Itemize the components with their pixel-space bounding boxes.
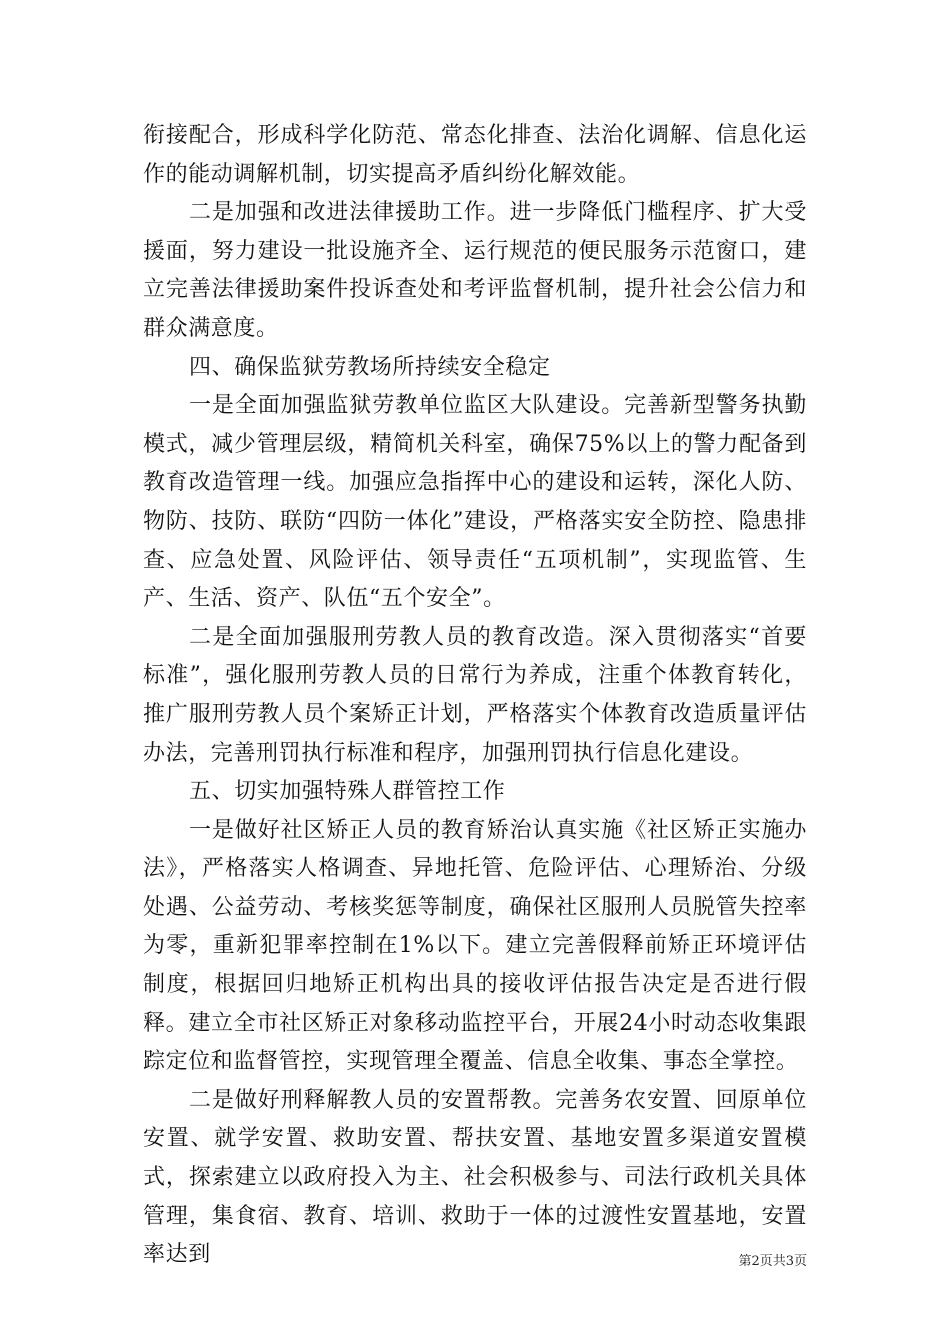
paragraph-legal-aid: 二是加强和改进法律援助工作。进一步降低门槛程序、扩大受援面，努力建设一批设施齐全、运行规范的便民服务示范窗口，建立完善法律援助案件投诉查处和考评监督机制，提升社会公信力和群众满意度。 [143,200,807,341]
paragraph-continuation: 衔接配合，形成科学化防范、常态化排查、法治化调解、信息化运作的能动调解机制，切实提高矛盾纠纷化解效能。 [143,123,807,187]
paragraph-resettlement: 二是做好刑释解教人员的安置帮教。完善务农安置、回原单位安置、就学安置、救助安置、帮扶安置、基地安置多渠道安置模式，探索建立以政府投入为主、社会积极参与、司法行政机关具体管理，集食宿、教育、培训、救助于一体的过渡性安置基地，安置率达到 [143,1087,807,1268]
paragraph-education-reform: 二是全面加强服刑劳教人员的教育改造。深入贯彻落实“首要标准”，强化服刑劳教人员的日常行为养成，注重个体教育转化，推广服刑劳教人员个案矫正计划，严格落实个体教育改造质量评估办法，完善刑罚执行标准和程序，加强刑罚执行信息化建设。 [143,624,807,766]
paragraph-community-correction: 一是做好社区矫正人员的教育矫治认真实施《社区矫正实施办法》，严格落实人格调查、异地托管、危险评估、心理矫治、分级处遇、公益劳动、考核奖惩等制度，确保社区服刑人员脱管失控率为零，重新犯罪率控制在1%以下。建立完善假释前矫正环境评估制度，根据回归地矫正机构出具的接收评估报告决定是否进行假释。建立全市社区矫正对象移动监控平台，开展24小时动态收集跟踪定位和监督管控，实现管理全覆盖、信息全收集、事态全掌控。 [143,817,807,1075]
section-heading-4: 四、确保监狱劳教场所持续安全稳定 [189,354,551,380]
page-number: 第2页共3页 [738,1254,807,1269]
paragraph-prison-construction: 一是全面加强监狱劳教单位监区大队建设。完善新型警务执勤模式，减少管理层级，精简机关科室，确保75%以上的警力配备到教育改造管理一线。加强应急指挥中心的建设和运转，深化人防、物防、技防、联防“四防一体化”建设，严格落实安全防控、隐患排查、应急处置、风险评估、领导责任“五项机制”，实现监管、生产、生活、资产、队伍“五个安全”。 [143,393,807,612]
section-heading-5: 五、切实加强特殊人群管控工作 [189,779,506,805]
document-body [143,117,807,1275]
